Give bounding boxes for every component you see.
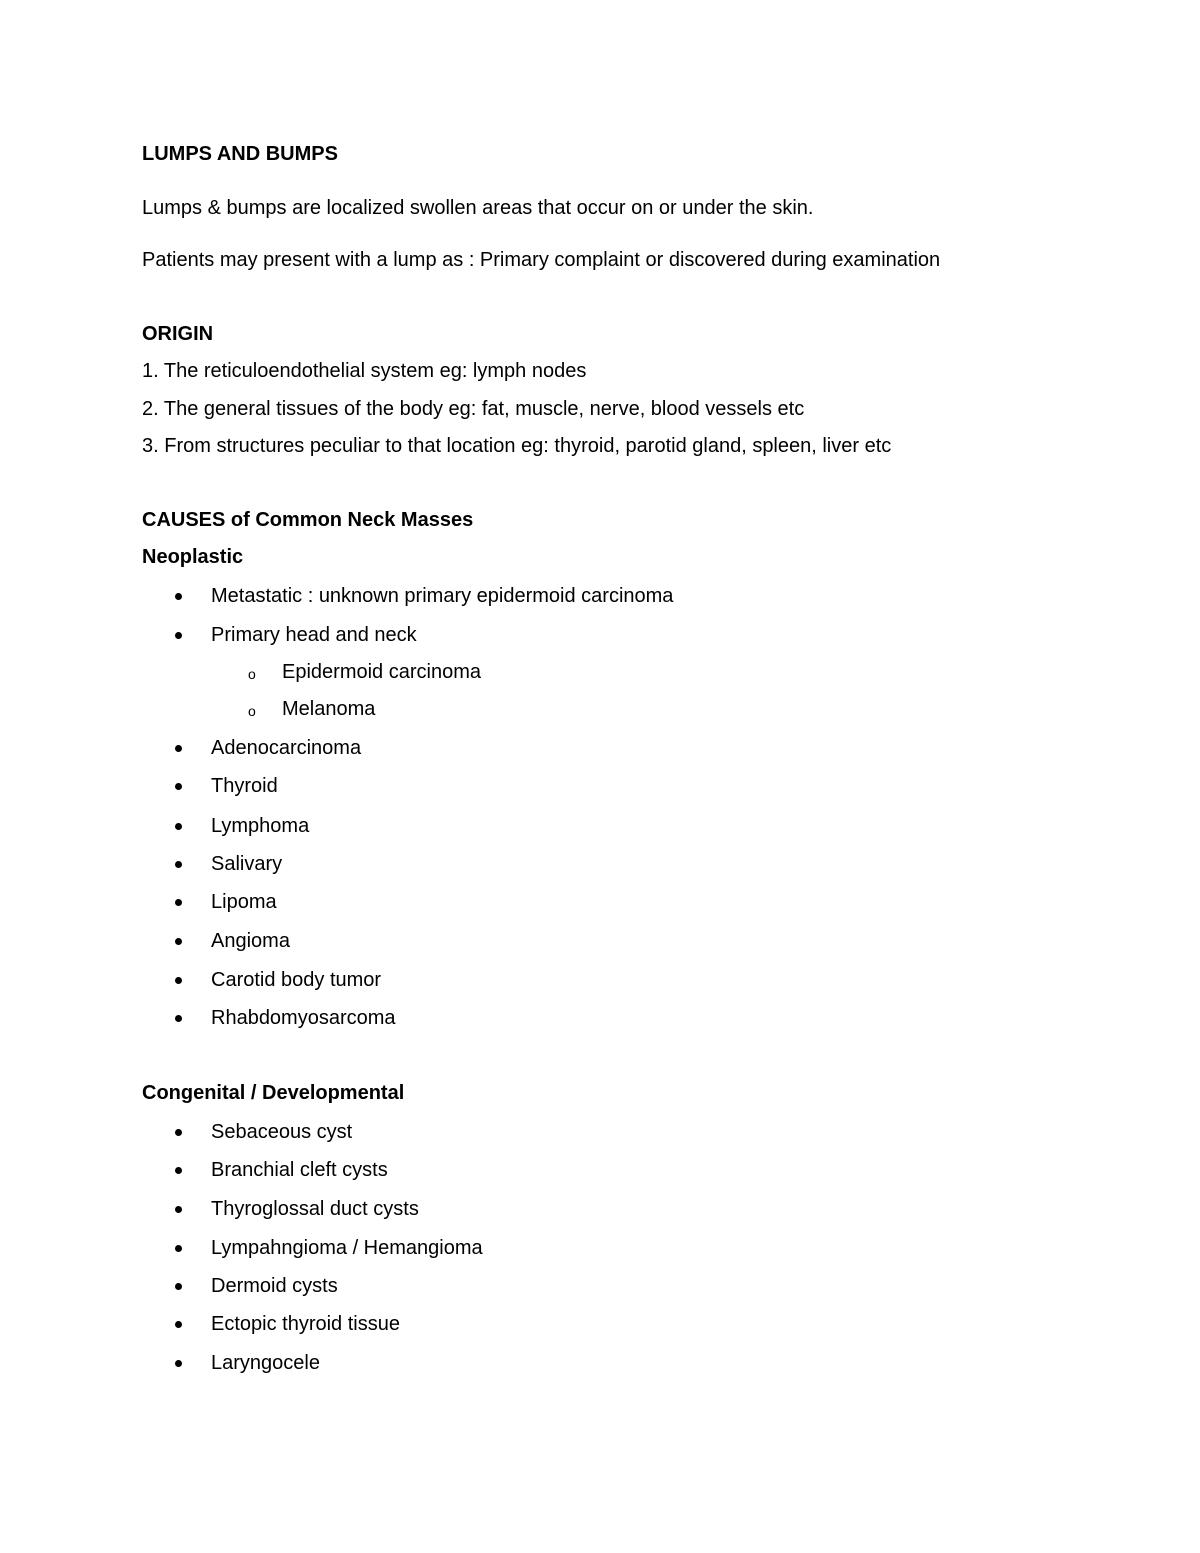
- list-item-label: Laryngocele: [211, 1352, 320, 1374]
- circle-bullet-icon: o: [248, 666, 256, 682]
- origin-item-3: 3. From structures peculiar to that location eg: thyroid, parotid gland, spleen, liver etc: [142, 435, 892, 457]
- bullet-icon: [175, 1283, 182, 1290]
- list-item-label: Lipoma: [211, 891, 277, 913]
- bullet-icon: [175, 899, 182, 906]
- neoplastic-heading: Neoplastic: [142, 546, 244, 568]
- causes-heading: CAUSES of Common Neck Masses: [142, 509, 474, 531]
- list-item-label: Carotid body tumor: [211, 969, 382, 991]
- list-item-label: Adenocarcinoma: [211, 737, 362, 759]
- bullet-icon: [175, 1129, 182, 1136]
- list-item-label: Primary head and neck: [211, 624, 417, 646]
- list-item-label: Dermoid cysts: [211, 1275, 338, 1297]
- list-item-label: Angioma: [211, 930, 290, 952]
- list-item-label: Thyroid: [211, 775, 278, 797]
- bullet-icon: [175, 861, 182, 868]
- list-item-label: Rhabdomyosarcoma: [211, 1007, 396, 1029]
- list-item-label: Metastatic : unknown primary epidermoid carcinoma: [211, 585, 674, 607]
- intro-paragraph-2: Patients may present with a lump as : Primary complaint or discovered during examination: [142, 249, 941, 271]
- intro-paragraph-1: Lumps & bumps are localized swollen areas that occur on or under the skin.: [142, 197, 814, 219]
- bullet-icon: [175, 745, 182, 752]
- list-item-label: Lympahngioma / Hemangioma: [211, 1237, 483, 1259]
- bullet-icon: [175, 938, 182, 945]
- sub-list-item-label: Epidermoid carcinoma: [282, 661, 481, 683]
- congenital-heading: Congenital / Developmental: [142, 1082, 405, 1104]
- bullet-icon: [175, 1360, 182, 1367]
- list-item-label: Lymphoma: [211, 815, 310, 837]
- sub-list-item-label: Melanoma: [282, 698, 376, 720]
- bullet-icon: [175, 823, 182, 830]
- document-title: LUMPS AND BUMPS: [142, 143, 338, 165]
- bullet-icon: [175, 977, 182, 984]
- bullet-icon: [175, 632, 182, 639]
- bullet-icon: [175, 1015, 182, 1022]
- list-item-label: Ectopic thyroid tissue: [211, 1313, 400, 1335]
- bullet-icon: [175, 1167, 182, 1174]
- bullet-icon: [175, 1321, 182, 1328]
- bullet-icon: [175, 593, 182, 600]
- origin-heading: ORIGIN: [142, 323, 214, 345]
- list-item-label: Thyroglossal duct cysts: [211, 1198, 419, 1220]
- list-item-label: Salivary: [211, 853, 283, 875]
- bullet-icon: [175, 1245, 182, 1252]
- bullet-icon: [175, 1206, 182, 1213]
- list-item-label: Branchial cleft cysts: [211, 1159, 388, 1181]
- list-item-label: Sebaceous cyst: [211, 1121, 353, 1143]
- origin-item-1: 1. The reticuloendothelial system eg: lymph nodes: [142, 360, 587, 382]
- circle-bullet-icon: o: [248, 703, 256, 719]
- bullet-icon: [175, 783, 182, 790]
- origin-item-2: 2. The general tissues of the body eg: fat, muscle, nerve, blood vessels etc: [142, 398, 805, 420]
